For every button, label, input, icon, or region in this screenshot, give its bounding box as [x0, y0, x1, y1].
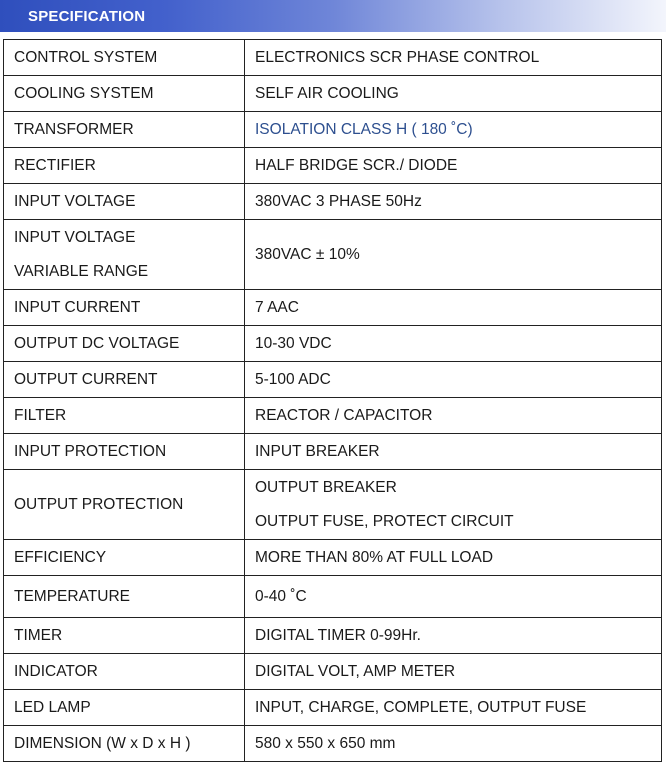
- spec-value: 380VAC ± 10%: [245, 220, 662, 290]
- spec-value: HALF BRIDGE SCR./ DIODE: [245, 148, 662, 184]
- table-row: [4, 148, 662, 184]
- spec-label: [4, 220, 245, 290]
- table-row: [4, 398, 662, 434]
- table-row: [4, 434, 662, 470]
- spec-label-line: INPUT VOLTAGE: [14, 228, 136, 246]
- spec-value: 580 x 550 x 650 mm: [245, 726, 662, 762]
- spec-value: 5-100 ADC: [245, 362, 662, 398]
- table-row: [4, 220, 662, 290]
- spec-label: COOLING SYSTEM: [4, 76, 245, 112]
- spec-value: REACTOR / CAPACITOR: [245, 398, 662, 434]
- table-row: [4, 470, 662, 540]
- spec-value: [245, 470, 662, 540]
- table-row: [4, 654, 662, 690]
- spec-label: OUTPUT PROTECTION: [4, 470, 245, 540]
- spec-header-bar: [0, 0, 666, 32]
- table-row: [4, 618, 662, 654]
- table-row: [4, 540, 662, 576]
- spec-label: OUTPUT CURRENT: [4, 362, 245, 398]
- table-row: [4, 576, 662, 618]
- spec-value-line: OUTPUT BREAKER: [255, 478, 397, 496]
- spec-value: DIGITAL TIMER 0-99Hr.: [245, 618, 662, 654]
- spec-label: TIMER: [4, 618, 245, 654]
- spec-value-line: OUTPUT FUSE, PROTECT CIRCUIT: [255, 512, 514, 530]
- spec-label: TRANSFORMER: [4, 112, 245, 148]
- spec-label: DIMENSION (W x D x H ): [4, 726, 245, 762]
- spec-value: 0-40 ˚C: [245, 576, 662, 618]
- spec-header-title: SPECIFICATION: [28, 8, 146, 25]
- spec-label: OUTPUT DC VOLTAGE: [4, 326, 245, 362]
- spec-value: 10-30 VDC: [245, 326, 662, 362]
- spec-label: INPUT PROTECTION: [4, 434, 245, 470]
- table-row: [4, 362, 662, 398]
- spec-table: [3, 39, 662, 762]
- spec-value: INPUT BREAKER: [245, 434, 662, 470]
- spec-label: INPUT CURRENT: [4, 290, 245, 326]
- spec-label: RECTIFIER: [4, 148, 245, 184]
- spec-label: LED LAMP: [4, 690, 245, 726]
- spec-value: ELECTRONICS SCR PHASE CONTROL: [245, 40, 662, 76]
- spec-label: INDICATOR: [4, 654, 245, 690]
- table-row: [4, 112, 662, 148]
- table-row: [4, 726, 662, 762]
- table-row: [4, 184, 662, 220]
- spec-label: EFFICIENCY: [4, 540, 245, 576]
- spec-value: SELF AIR COOLING: [245, 76, 662, 112]
- table-row: [4, 76, 662, 112]
- table-row: [4, 40, 662, 76]
- table-row: [4, 326, 662, 362]
- spec-label-line: VARIABLE RANGE: [14, 262, 149, 280]
- spec-value: ISOLATION CLASS H ( 180 ˚C): [245, 112, 662, 148]
- spec-label: FILTER: [4, 398, 245, 434]
- spec-label: INPUT VOLTAGE: [4, 184, 245, 220]
- spec-label: TEMPERATURE: [4, 576, 245, 618]
- table-row: [4, 290, 662, 326]
- spec-value: DIGITAL VOLT, AMP METER: [245, 654, 662, 690]
- table-row: [4, 690, 662, 726]
- spec-value: 380VAC 3 PHASE 50Hz: [245, 184, 662, 220]
- spec-value: MORE THAN 80% AT FULL LOAD: [245, 540, 662, 576]
- spec-label: CONTROL SYSTEM: [4, 40, 245, 76]
- spec-value: 7 AAC: [245, 290, 662, 326]
- spec-value: INPUT, CHARGE, COMPLETE, OUTPUT FUSE: [245, 690, 662, 726]
